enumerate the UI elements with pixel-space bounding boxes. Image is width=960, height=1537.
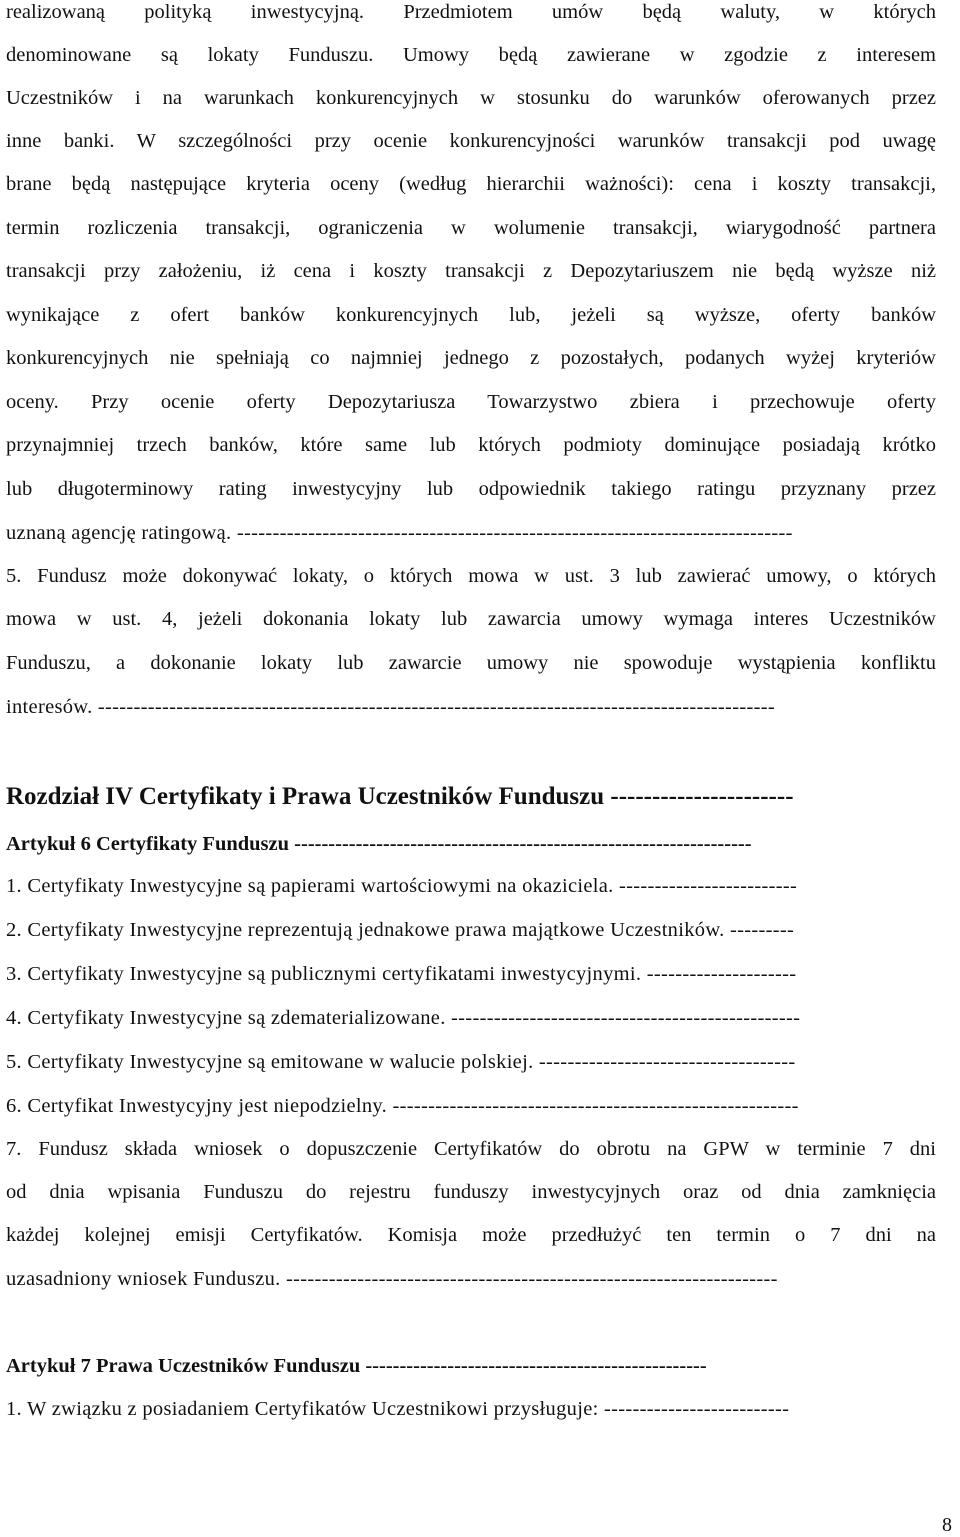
list-item: 1. Certyfikaty Inwestycyjne są papierami wartościowymi na okaziciela. ------------------------- xyxy=(6,875,798,897)
list-item: 1. W związku z posiadaniem Certyfikatów Uczestnikowi przysługuje: -------------------------- xyxy=(6,1398,790,1420)
text-line: transakcji przy założeniu, iż cena i koszty transakcji z Depozytariuszem nie będą wyższe niż xyxy=(6,260,936,282)
page-number: 8 xyxy=(942,1514,952,1536)
text-line: 7. Fundusz składa wniosek o dopuszczenie Certyfikatów do obrotu na GPW w terminie 7 dni xyxy=(6,1138,936,1160)
text-line: wynikające z ofert banków konkurencyjnych lub, jeżeli są wyższe, oferty banków xyxy=(6,304,936,326)
text-line: denominowane są lokaty Funduszu. Umowy będą zawierane w zgodzie z interesem xyxy=(6,44,936,66)
text-line: termin rozliczenia transakcji, ograniczenia w wolumenie transakcji, wiarygodność partnera xyxy=(6,217,936,239)
text-line: realizowaną polityką inwestycyjną. Przedmiotem umów będą waluty, w których xyxy=(6,1,936,23)
text-line: uznaną agencję ratingową. ------------------------------------------------------------------------------ xyxy=(6,522,793,544)
text-line: każdej kolejnej emisji Certyfikatów. Komisja może przedłużyć ten termin o 7 dni na xyxy=(6,1224,936,1246)
article-heading: Artykuł 6 Certyfikaty Funduszu ------------------------------------------------------------------- xyxy=(6,833,752,855)
chapter-heading: Rozdział IV Certyfikaty i Prawa Uczestników Funduszu ---------------------- xyxy=(6,783,794,810)
article-heading: Artykuł 7 Prawa Uczestników Funduszu -------------------------------------------------- xyxy=(6,1355,707,1377)
text-line: mowa w ust. 4, jeżeli dokonania lokaty lub zawarcia umowy wymaga interes Uczestników xyxy=(6,608,936,630)
list-item: 6. Certyfikat Inwestycyjny jest niepodzielny. --------------------------------------------------------- xyxy=(6,1095,799,1117)
text-line: 5. Fundusz może dokonywać lokaty, o których mowa w ust. 3 lub zawierać umowy, o których xyxy=(6,565,936,587)
text-line: konkurencyjnych nie spełniają co najmniej jednego z pozostałych, podanych wyżej kryteriów xyxy=(6,347,936,369)
text-line: interesów. ----------------------------------------------------------------------------------------------- xyxy=(6,696,775,718)
text-line: uzasadniony wniosek Funduszu. --------------------------------------------------------------------- xyxy=(6,1268,778,1290)
text-line: oceny. Przy ocenie oferty Depozytariusza Towarzystwo zbiera i przechowuje oferty xyxy=(6,391,936,413)
text-line: brane będą następujące kryteria oceny (według hierarchii ważności): cena i koszty transakcji, xyxy=(6,173,936,195)
text-line: Uczestników i na warunkach konkurencyjnych w stosunku do warunków oferowanych przez xyxy=(6,87,936,109)
text-line: lub długoterminowy rating inwestycyjny lub odpowiednik takiego ratingu przyznany przez xyxy=(6,478,936,500)
text-line: inne banki. W szczególności przy ocenie konkurencyjności warunków transakcji pod uwagę xyxy=(6,130,936,152)
list-item: 5. Certyfikaty Inwestycyjne są emitowane w walucie polskiej. ------------------------------------ xyxy=(6,1051,796,1073)
list-item: 3. Certyfikaty Inwestycyjne są publicznymi certyfikatami inwestycyjnymi. --------------------- xyxy=(6,963,797,985)
list-item: 4. Certyfikaty Inwestycyjne są zdematerializowane. ------------------------------------------------- xyxy=(6,1007,801,1029)
list-item: 2. Certyfikaty Inwestycyjne reprezentują jednakowe prawa majątkowe Uczestników. --------- xyxy=(6,919,795,941)
text-line: od dnia wpisania Funduszu do rejestru funduszy inwestycyjnych oraz od dnia zamknięcia xyxy=(6,1181,936,1203)
text-line: przynajmniej trzech banków, które same lub których podmioty dominujące posiadają krótko xyxy=(6,434,936,456)
text-line: Funduszu, a dokonanie lokaty lub zawarcie umowy nie spowoduje wystąpienia konfliktu xyxy=(6,652,936,674)
